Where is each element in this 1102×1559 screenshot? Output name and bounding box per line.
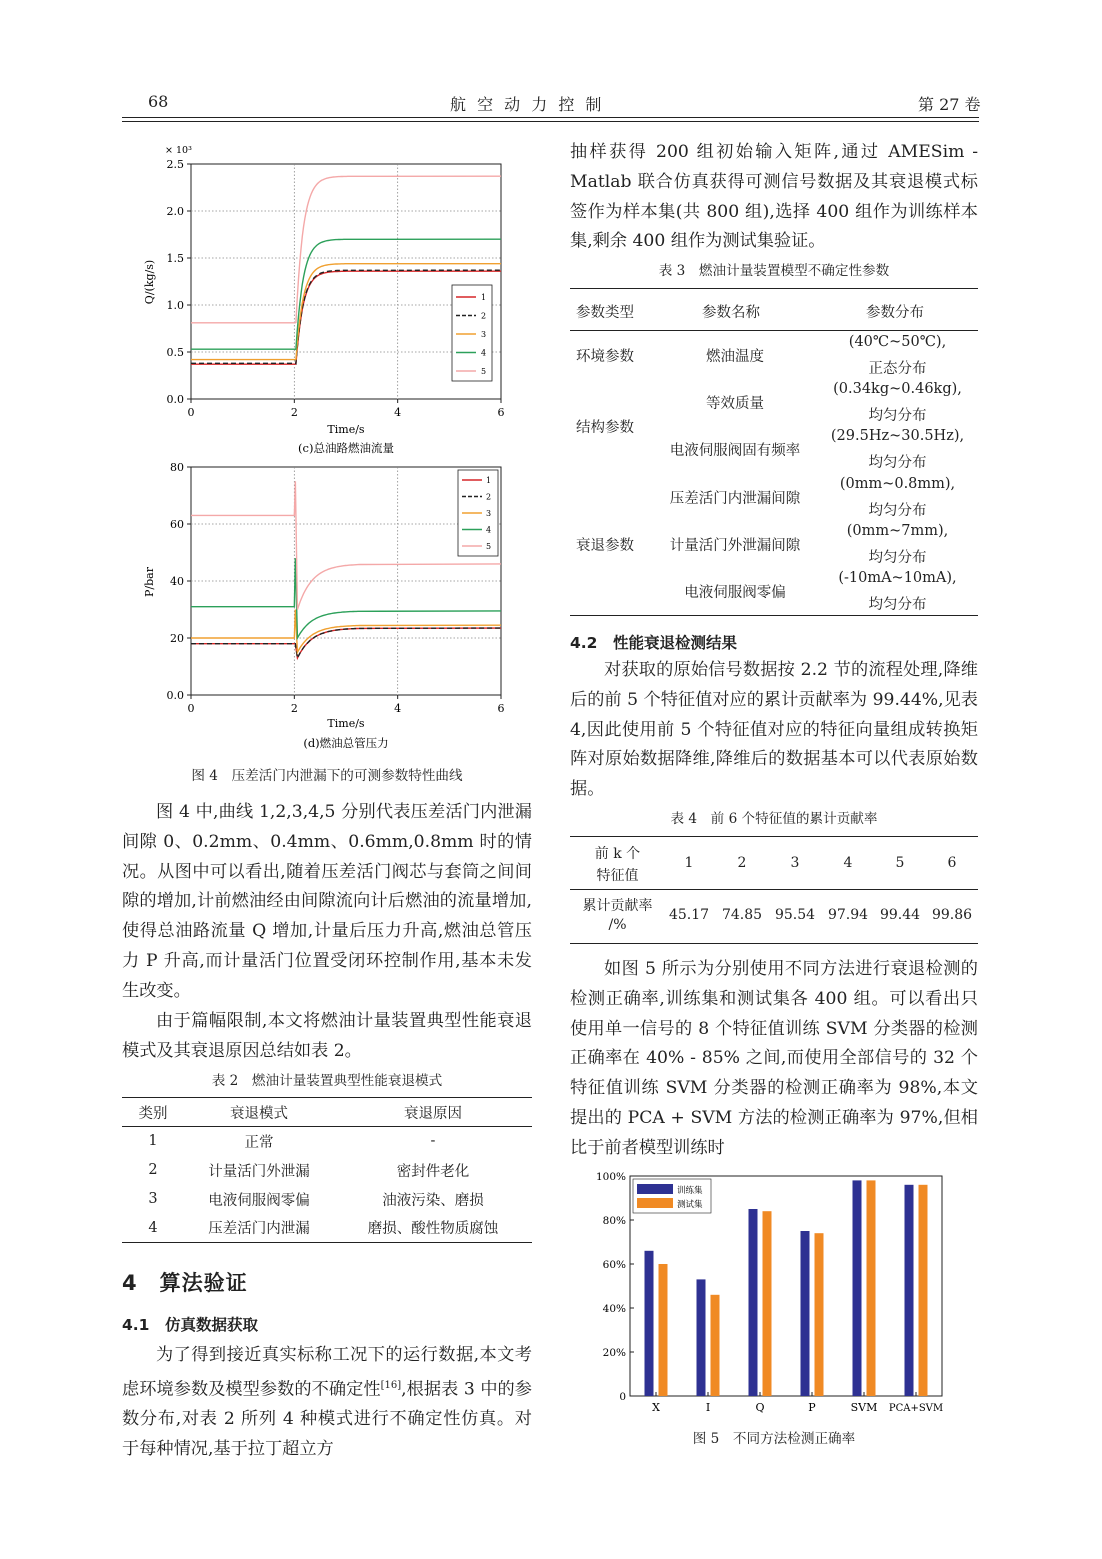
table-row (122, 1127, 532, 1156)
figure5-bar-chart (585, 1165, 955, 1420)
series-5-line (191, 481, 501, 609)
table-row (122, 1185, 532, 1214)
column-header: 衰退原因 (404, 1105, 462, 1122)
parameter-range: (0mm~0.8mm), (839, 476, 956, 492)
parameter-name: 电液伺服阀固有频率 (669, 443, 801, 459)
figure5-caption: 图 5 不同方法检测正确率 (692, 1431, 856, 1447)
paragraph: 抽样获得 200 组初始输入矩阵,通过 AMESim - Matlab 联合仿真获得可测信号数据及其衰退模式标签作为样本集(共 800 组),选择 400 组作为训练样本集,剩余 400 组作为测试集验证。 (570, 142, 978, 252)
contribution-value: 99.44 (879, 907, 921, 923)
legend-label: 5 (486, 542, 492, 551)
contribution-value: 99.86 (931, 907, 973, 923)
bar-训练集-P (801, 1231, 810, 1396)
parameter-range: (0.34kg~0.46kg), (833, 381, 962, 397)
table4 (570, 836, 978, 944)
y-tick-label: 0.0 (166, 689, 184, 702)
x-tick-label: 0 (187, 406, 195, 419)
column-header: 类别 (138, 1105, 168, 1122)
x-tick-label: 6 (497, 406, 505, 419)
contribution-value: 74.85 (721, 907, 763, 923)
legend-label: 测试集 (677, 1200, 703, 1210)
x-tick-label: PCA+SVM (888, 1403, 944, 1414)
k-value: 4 (843, 855, 853, 871)
paragraph: 图 4 中,曲线 1,2,3,4,5 分别代表压差活门内泄漏间隙 0、0.2mm、0.4mm、0.6mm,0.8mm 时的情况。从图中可以看出,随着压差活门阀芯与套筒之间间隙的增加,计前燃油经由间隙流向计后燃油的流量增加,使得总油路流量 Q 增加,计量后压力升高,燃油总管压力 P 升高,而计量活门位置受闭环控制作用,基本未发生改变。 (122, 802, 532, 1001)
parameter-distribution: 均匀分布 (868, 503, 927, 519)
subsection-title: 4.2 性能衰退检测结果 (570, 634, 737, 652)
table-rule (570, 889, 978, 890)
table-cell: - (430, 1133, 436, 1150)
subsection-title: 4.1 仿真数据获取 (122, 1316, 258, 1334)
parameter-range: (-10mA~10mA), (838, 570, 957, 586)
x-tick-label: 4 (394, 702, 402, 715)
multiplier-label: × 10³ (165, 145, 192, 156)
legend-swatch (637, 1198, 673, 1208)
volume-label: 第 27 卷 (918, 95, 981, 114)
table-cell: 1 (148, 1133, 158, 1150)
legend-label: 4 (481, 348, 487, 358)
x-tick-label: I (705, 1401, 711, 1414)
parameter-distribution: 均匀分布 (868, 408, 927, 424)
parameter-range: (29.5Hz~30.5Hz), (830, 428, 965, 444)
column-header: 参数名称 (702, 305, 760, 321)
paragraph: 对获取的原始信号数据按 2.2 节的流程处理,降维后的前 5 个特征值对应的累计贡献率为 99.44%,见表 4,因此使用前 5 个特征值对应的特征向量组成转换矩阵对原始数据降维,降维后的数据基本可以代表原始数据。 (570, 660, 978, 800)
y-tick-label: 0.5 (166, 346, 184, 359)
parameter-group: 环境参数 (576, 349, 634, 365)
parameter-name: 计量活门外泄漏间隙 (669, 538, 801, 554)
y-tick-label: 2.0 (166, 205, 184, 218)
row-label: 特征值 (596, 868, 639, 884)
bar-训练集-SVM (853, 1180, 862, 1396)
row-label: 累计贡献率 (582, 898, 653, 914)
y-tick-label: 100% (595, 1171, 626, 1183)
figure4-panel-c (130, 140, 540, 460)
k-value: 2 (737, 855, 747, 871)
bar-测试集-X (659, 1264, 668, 1396)
bar-训练集-Q (749, 1209, 758, 1396)
table4-caption: 表 4 前 6 个特征值的累计贡献率 (670, 811, 878, 827)
x-axis-label: Time/s (327, 423, 365, 436)
x-tick-label: 4 (394, 406, 402, 419)
x-axis-label: Time/s (327, 717, 365, 730)
table-cell: 压差活门内泄漏 (208, 1221, 310, 1238)
y-tick-label: 80 (170, 461, 184, 474)
table-cell: 3 (148, 1191, 158, 1207)
paragraph (122, 1341, 532, 1465)
k-value: 3 (790, 855, 800, 871)
row-label: /% (608, 917, 627, 933)
figure4-panel-d (130, 455, 540, 755)
y-tick-label: 0.0 (166, 393, 184, 406)
x-tick-label: Q (755, 1401, 765, 1414)
parameter-range: (0mm~7mm), (846, 523, 949, 539)
y-tick-label: 20 (170, 632, 184, 645)
x-tick-label: SVM (850, 1401, 878, 1414)
legend-label: 3 (481, 330, 487, 339)
header-rule-thin (122, 121, 979, 122)
parameter-group: 结构参数 (576, 420, 634, 436)
bar-训练集-X (645, 1251, 654, 1396)
bar-训练集-PCA+SVM (905, 1185, 914, 1396)
y-tick-label: 1.0 (166, 299, 184, 312)
panel-caption: (c)总油路燃油流量 (298, 441, 394, 455)
bar-测试集-SVM (867, 1180, 876, 1396)
table-cell: 密封件老化 (396, 1163, 470, 1180)
bar-测试集-P (815, 1233, 824, 1396)
parameter-distribution: 均匀分布 (868, 597, 927, 613)
parameter-range: (40℃~50℃), (848, 334, 947, 350)
legend-swatch (637, 1184, 673, 1194)
parameter-distribution: 均匀分布 (868, 455, 927, 471)
row-label: 前 k 个 (594, 846, 641, 862)
paragraph-text: ,根据表 3 中的参数分布,对表 2 所列 4 种模式进行不确定性仿真。对于每种情况,基于拉丁超立方 (122, 1379, 532, 1460)
k-value: 5 (895, 855, 905, 871)
y-tick-label: 60% (602, 1259, 626, 1271)
table-row (122, 1214, 532, 1243)
bar-测试集-PCA+SVM (919, 1185, 928, 1396)
series-2-line (191, 628, 501, 658)
bar-训练集-I (697, 1279, 706, 1396)
y-tick-label: 2.5 (166, 158, 184, 171)
k-value: 1 (684, 855, 694, 871)
panel-caption: (d)燃油总管压力 (303, 736, 389, 750)
parameter-name: 电液伺服阀零偏 (684, 585, 786, 601)
contribution-value: 45.17 (668, 907, 710, 923)
table2 (122, 1097, 532, 1243)
x-tick-label: 0 (187, 702, 195, 715)
table3 (570, 288, 978, 616)
table-cell: 2 (148, 1162, 158, 1178)
citation: [16] (380, 1379, 402, 1391)
table3-caption: 表 3 燃油计量装置模型不确定性参数 (658, 263, 890, 279)
y-tick-label: 20% (602, 1347, 626, 1359)
bar-测试集-Q (763, 1211, 772, 1396)
y-tick-label: 60 (170, 518, 184, 531)
parameter-distribution: 正态分布 (868, 361, 927, 377)
section-title: 4 算法验证 (122, 1271, 248, 1295)
table2-caption: 表 2 燃油计量装置典型性能衰退模式 (211, 1073, 443, 1089)
x-tick-label: 2 (290, 702, 298, 715)
legend-label: 5 (481, 367, 487, 376)
header-rule (122, 117, 979, 118)
page-number: 68 (148, 92, 169, 111)
bar-测试集-I (711, 1295, 720, 1396)
legend-label: 1 (486, 476, 492, 485)
table-row (122, 1156, 532, 1185)
x-tick-label: P (808, 1401, 816, 1414)
y-tick-label: 40% (602, 1303, 626, 1315)
legend-label: 2 (486, 492, 492, 502)
figure4-caption: 图 4 压差活门内泄漏下的可测参数特性曲线 (191, 768, 463, 784)
series-3-line (191, 610, 501, 653)
legend-label: 3 (486, 509, 492, 518)
paragraph: 如图 5 所示为分别使用不同方法进行衰退检测的检测正确率,训练集和测试集各 400 组。可以看出只使用单一信号的 8 个特征值训练 SVM 分类器的检测正确率在 40% - 85% 之间,而使用全部信号的 32 个特征值训练 SVM 分类器的检测正确率为 98%,本文提出的 PCA + SVM 方法的检测正确率为 97%,但相比于前者模型训练时 (570, 959, 978, 1158)
y-axis-label: P/bar (143, 567, 156, 597)
k-value: 6 (947, 855, 957, 871)
journal-title: 航 空 动 力 控 制 (450, 95, 605, 114)
legend-label: 训练集 (677, 1186, 703, 1196)
x-tick-label: X (652, 1401, 660, 1414)
column-header: 参数类型 (576, 305, 634, 321)
table-cell: 计量活门外泄漏 (208, 1163, 310, 1180)
x-tick-label: 6 (497, 702, 505, 715)
paragraph-text: 为了得到接近真实标称工况下的运行数据,本文考虑环境参数及模型参数的不确定性 (122, 1345, 532, 1400)
column-header: 衰退模式 (230, 1105, 288, 1122)
series-1-line (191, 628, 501, 658)
y-tick-label: 0 (619, 1391, 626, 1403)
legend-label: 1 (481, 293, 487, 302)
parameter-name: 等效质量 (706, 396, 764, 412)
parameter-name: 压差活门内泄漏间隙 (669, 491, 801, 507)
y-axis-label: Q/(kg/s) (143, 259, 156, 305)
y-tick-label: 1.5 (166, 252, 184, 265)
table-cell: 4 (148, 1219, 158, 1236)
y-tick-label: 80% (602, 1215, 626, 1227)
table-rule (570, 330, 978, 331)
contribution-value: 97.94 (827, 907, 869, 923)
parameter-name: 燃油温度 (706, 349, 764, 365)
x-tick-label: 2 (290, 406, 298, 419)
parameter-distribution: 均匀分布 (868, 550, 927, 566)
table-cell: 油液污染、磨损 (382, 1192, 484, 1209)
table-cell: 电液伺服阀零偏 (208, 1192, 310, 1209)
table-cell: 正常 (244, 1134, 274, 1151)
contribution-value: 95.54 (774, 907, 816, 923)
table-cell: 磨损、酸性物质腐蚀 (367, 1221, 499, 1238)
paragraph: 由于篇幅限制,本文将燃油计量装置典型性能衰退模式及其衰退原因总结如表 2。 (122, 1011, 532, 1061)
column-header: 参数分布 (866, 305, 924, 321)
y-tick-label: 40 (170, 575, 184, 588)
parameter-group: 衰退参数 (576, 538, 634, 554)
legend-label: 4 (486, 525, 492, 535)
legend-label: 2 (481, 311, 487, 321)
